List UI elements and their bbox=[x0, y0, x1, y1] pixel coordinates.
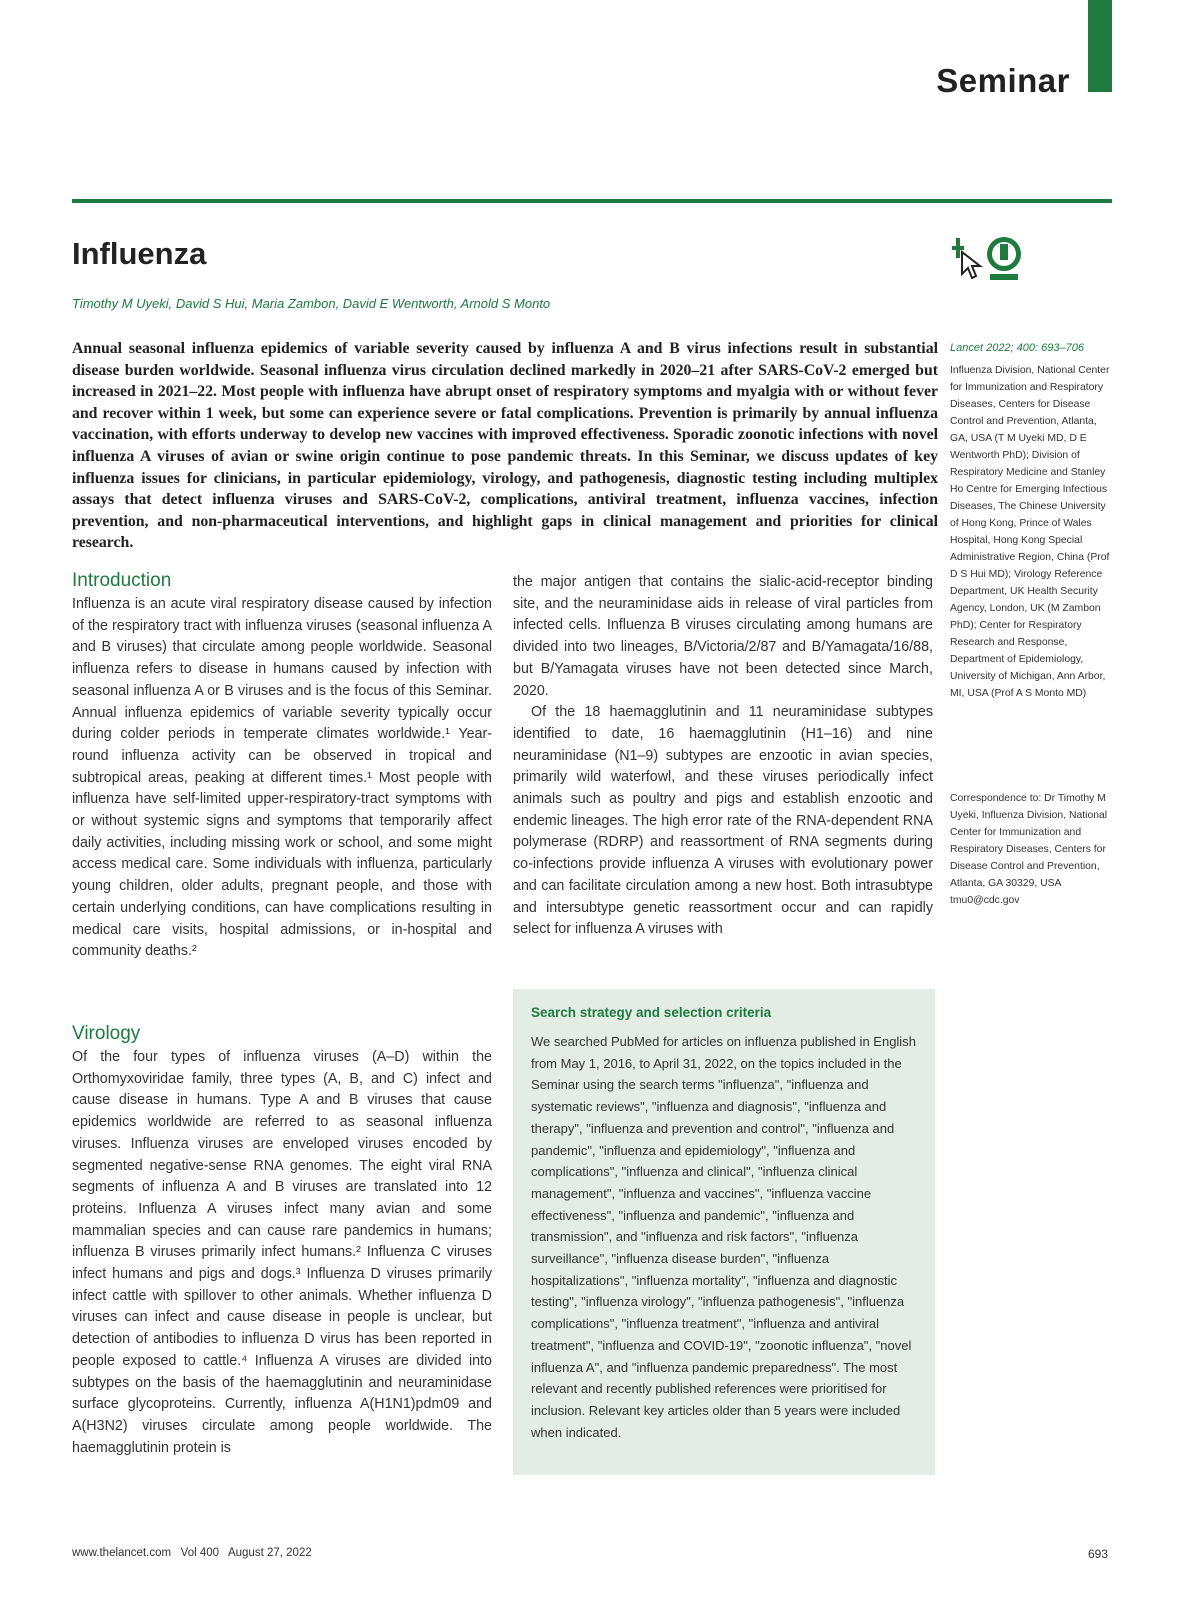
search-strategy-title: Search strategy and selection criteria bbox=[531, 1005, 772, 1020]
journal-footer[interactable]: www.thelancet.com Vol 400 August 27, 2022 bbox=[72, 1547, 312, 1559]
right-column-paragraph-2: Of the 18 haemagglutinin and 11 neuraminidase subtypes identified to date, 16 haemagglutinin (H1–16) and nine neuraminidase (N1–9) subtypes are enzootic in avian species, primarily wild waterfowl, and these viruses periodically infect animals such as poultry and pigs and establish enzootic and endemic lineages. The high error rate of the RNA-dependent RNA polymerase (RDRP) and reassortment of RNA segments during co-infections provide influenza A viruses with evolutionary power and can facilitate circulation among a new host. Both intrasubtype and intersubtype genetic reassortment occur and can rapidly select for influenza A viruses with bbox=[513, 704, 933, 938]
introduction-body bbox=[72, 594, 492, 963]
abstract: Annual seasonal influenza epidemics of variable severity caused by influenza A and B virus infections result in substantial disease burden worldwide. Seasonal influenza virus circulation declined markedly in 2020–21 after SARS-CoV-2 emerged but increased in 2021–22. Most people with influenza have abrupt onset of respiratory symptoms and myalgia with or without fever and recover within 1 week, but some can experience severe or fatal complications. Prevention is primarily by annual influenza vaccination, with efforts underway to develop new vaccines with improved effectiveness. Sporadic zoonotic infections with novel influenza A viruses of avian or swine origin continue to pose pandemic threats. In this Seminar, we discuss updates of key influenza issues for clinicians, in particular epidemiology, virology, and pathogenesis, diagnostic testing including multiplex assays that detect influenza viruses and SARS-CoV-2, complications, antiviral treatment, influenza vaccines, infection prevention, and non-pharmaceutical interventions, and highlight gaps in clinical management and priorities for clinical research. bbox=[72, 340, 938, 552]
search-strategy-body: We searched PubMed for articles on influenza published in English from May 1, 2016, to April 31, 2022, on the topics included in the Seminar using the search terms "influenza", "influenza and systematic reviews", "influenza and diagnosis", "influenza and therapy", "influenza and prevention and control", "influenza and pandemic", "influenza and epidemiology", "influenza and complications", "influenza and clinical", "influenza clinical management", "influenza and vaccines", "influenza vaccine effectiveness", "influenza and pandemic", "influenza and transmission", and "influenza and risk factors", "influenza surveillance", "influenza disease burden", "influenza hospitalizations", "influenza mortality", "influenza and diagnostic testing", "influenza virology", "influenza pathogenesis", "influenza complications", "influenza treatment", "influenza and antiviral treatment", "influenza and COVID-19", "zoonotic influenza", "novel influenza A", and "influenza pandemic preparedness". The most relevant and recently published references were prioritised for inclusion. Relevant key articles older than 5 years were included when indicated. bbox=[531, 1034, 916, 1440]
introduction-paragraph: Influenza is an acute viral respiratory disease caused by infection of the respiratory tract with influenza viruses (seasonal influenza A and B viruses) that circulate among people worldwide. Seasonal influenza refers to disease in humans caused by infection with seasonal influenza A or B viruses and is the focus of this Seminar. Annual influenza epidemics of variable severity typically occur during colder periods in temperate climates worldwide.¹ Year-round influenza activity can be observed in tropical and subtropical areas, peaking at different times.¹ Most people with influenza have self-limited upper-respiratory-tract symptoms with or without systemic signs and symptoms that temporarily affect daily activities, including missing work or school, and some might access medical care. Some individuals with influenza, particularly young children, older adults, pregnant people, and those with certain underlying conditions, can have complications resulting in medical care visits, hospital admissions, or in-hospital and community deaths.² bbox=[72, 596, 492, 960]
correspondence: Correspondence to: Dr Timothy M Uyeki, Influenza Division, National Center for Immunization and Respiratory Diseases, Centers for Disease Control and Prevention, Atlanta, GA 30329, USA tmu0@cdc.gov bbox=[950, 793, 1108, 906]
virology-body bbox=[72, 1047, 492, 1459]
author-affiliations: Influenza Division, National Center for Immunization and Respiratory Diseases, Centers for Disease Control and Prevention, Atlanta, GA, USA (T M Uyeki MD, D E Wentworth PhD); Division of Respiratory Medicine and Stanley Ho Centre for Emerging Infectious Diseases, The Chinese University of Hong Kong, Prince of Wales Hospital, Hong Kong Special Administrative Region, China (Prof D S Hui MD); Virology Reference Department, UK Health Security Agency, London, UK (M Zambon PhD); Center for Respiratory Research and Response, Department of Epidemiology, University of Michigan, Ann Arbor, MI, USA (Prof A S Monto MD) bbox=[950, 365, 1110, 699]
section-color-tab bbox=[1088, 0, 1112, 92]
author-list: Timothy M Uyeki, David S Hui, Maria Zambon, David E Wentworth, Arnold S Monto bbox=[72, 296, 551, 311]
header-rule bbox=[72, 199, 1112, 203]
virology-paragraph: Of the four types of influenza viruses (A–D) within the Orthomyxoviridae family, three types (A, B, and C) infect and cause disease in humans. Type A and B viruses that cause epidemics worldwide are referred to as seasonal influenza viruses. Influenza viruses are enveloped viruses encoded by segmented negative-sense RNA genomes. The eight viral RNA segments of influenza A and B viruses are translated into 12 proteins. Influenza A viruses infect many avian and some mammalian species and can cause rare pandemics in humans; influenza B viruses primarily infect humans.² Influenza C viruses infect humans and pigs and dogs.³ Influenza D viruses primarily infect cattle with spillover to other animals. Whether influenza D viruses can infect and cause disease in people is unclear, but detection of antibodies to influenza D virus has been reported in people exposed to cattle.⁴ Influenza A viruses are divided into subtypes on the basis of the haemagglutinin and neuraminidase surface glycoproteins. Currently, influenza A(H1N1)pdm09 and A(H3N2) viruses circulate among people worldwide. The haemagglutinin protein is bbox=[72, 1049, 492, 1456]
right-column-body bbox=[513, 572, 933, 941]
introduction-heading: Introduction bbox=[72, 570, 172, 591]
page-number: 693 bbox=[1087, 1547, 1108, 1561]
article-title: Influenza bbox=[72, 236, 207, 271]
citation[interactable]: Lancet 2022; 400: 693–706 bbox=[950, 342, 1084, 354]
virology-heading: Virology bbox=[72, 1023, 141, 1044]
crossmark-icon[interactable] bbox=[952, 234, 1032, 284]
section-label: Seminar bbox=[936, 62, 1070, 99]
right-column-paragraph-1: the major antigen that contains the sialic-acid-receptor binding site, and the neuraminidase aids in release of viral particles from infected cells. Influenza B viruses circulating among humans are divided into two lineages, B/Victoria/2/87 and B/Yamagata/16/88, but B/Yamagata viruses have not been detected since March, 2020. bbox=[513, 574, 933, 699]
